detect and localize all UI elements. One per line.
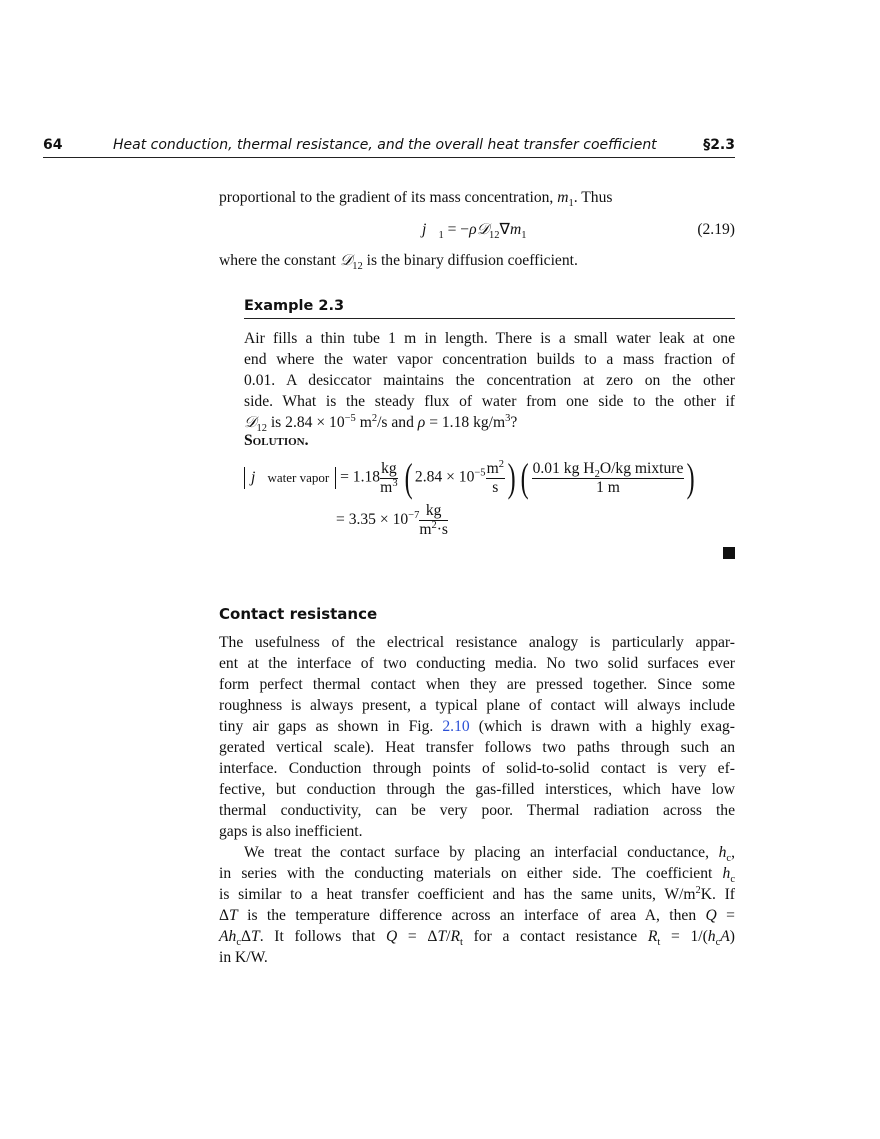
text-segment: tiny air gaps as shown in Fig. (219, 718, 443, 735)
text-segment: gaps is also inefficient. (219, 823, 363, 840)
example-line (244, 391, 735, 412)
text-segment: form perfect thermal contact when they are pressed together. Since some (219, 676, 735, 693)
text-segment: ρ𝒟 (469, 221, 490, 238)
figure-link[interactable]: 2.10 (442, 718, 470, 735)
text-segment: −5 (344, 412, 356, 424)
text-segment: for a contact resistance (462, 928, 648, 945)
paragraph-line (219, 947, 735, 968)
text-segment: is similar to a heat transfer coefficient and has the same units, W/m (219, 886, 696, 903)
example-line (244, 412, 735, 433)
example-line (244, 328, 735, 349)
text-segment: in K/W. (219, 949, 268, 966)
text-segment: Ah (219, 928, 237, 945)
end-of-example-mark (723, 547, 735, 559)
text-segment: 𝒟 (244, 414, 257, 431)
text-segment: Δ (219, 907, 230, 924)
text-segment: ρ (417, 414, 426, 431)
numerator: kg (419, 502, 448, 521)
text-segment: 1 (438, 230, 444, 242)
paragraph-line (219, 863, 735, 884)
text-segment: proportional to the gradient of its mass concentration, (219, 189, 558, 206)
text-segment: 3 (505, 412, 511, 424)
text-segment: thermal conductivity, can be very poor. Thermal radiation across the (219, 802, 735, 819)
text-segment: . It follows that (259, 928, 386, 945)
text-segment: ) (729, 928, 735, 945)
text-segment: j⃗ (422, 221, 439, 238)
text-segment: 12 (489, 230, 500, 242)
text-segment: 0.01. A desiccator maintains the concentration at zero on the other (244, 372, 735, 389)
equation-number: (2.19) (697, 221, 735, 238)
text-segment: , (731, 844, 735, 861)
text-segment: T (251, 928, 260, 945)
text-segment: c (730, 874, 735, 886)
paragraph-line (219, 716, 735, 737)
example-title: Example 2.3 (244, 298, 735, 319)
example-line (244, 349, 735, 370)
text-segment: 𝒟 (339, 252, 353, 269)
text-segment: ∇ (499, 221, 510, 238)
text-segment: h (718, 844, 727, 861)
text-segment: = 1/( (660, 928, 708, 945)
text-segment: ? (510, 414, 518, 431)
denominator (419, 521, 448, 539)
text-segment: T (229, 907, 238, 924)
fraction (419, 502, 448, 539)
denominator: 1 m (596, 478, 620, 496)
exponent: −5 (474, 467, 486, 479)
unit: ·s (436, 521, 448, 538)
text-segment: side. What is the steady flux of water from one side to the other if (244, 393, 735, 410)
text-segment: Q (386, 928, 398, 945)
paragraph-line (219, 758, 735, 779)
text-segment: R (450, 928, 460, 945)
paragraph-line (219, 653, 735, 674)
chapter-title: Heat conduction, thermal resistance, and the overall heat transfer coefficient (113, 137, 657, 153)
solution-equation-line-2 (336, 502, 448, 539)
intro-line (219, 250, 735, 271)
paragraph-line (219, 779, 735, 800)
denominator: s (492, 478, 499, 496)
paragraph-line (219, 821, 735, 842)
text-segment: is 2.84 × 10 (266, 414, 345, 431)
text-segment: K. If (700, 886, 735, 903)
text-segment: / (446, 928, 451, 945)
density-value: = 1.18 (340, 468, 381, 486)
text-segment: is the temperature difference across an interface of area A, then (237, 907, 706, 924)
text-segment: = 1.18 kg/m (425, 414, 506, 431)
text-segment: Δ (241, 928, 252, 945)
text-segment: A (720, 928, 730, 945)
paragraph-line (244, 842, 735, 863)
text-segment: end where the water vapor concentration builds to a mass fraction of (244, 351, 735, 368)
section-heading: Contact resistance (219, 605, 378, 623)
text-segment: 1 (521, 230, 527, 242)
unit: m (419, 521, 432, 538)
numerator-text: O/kg mixture (599, 459, 684, 477)
fraction (380, 460, 398, 497)
solution-equation-line-1: j⃗water vapor = 1.18 $\frac{kg}{m^3}$ ( $2.84 \times 10^{-5}$ $\frac{m^2}{s}$ ) ( $\frac{0.01 kg H_2O/kg mixture}{1 m}$ ) (244, 458, 698, 498)
fraction (532, 460, 685, 497)
paragraph-line (219, 884, 735, 905)
text-segment: We treat the contact surface by placing an interfacial conductance, (244, 844, 719, 861)
running-header (43, 137, 735, 158)
example-line (244, 370, 735, 391)
exponent: 2 (498, 458, 504, 470)
text-segment: roughness is always present, a typical plane of contact will always include (219, 697, 735, 714)
paragraph-line (219, 905, 735, 926)
unit: m (380, 478, 393, 496)
text-segment: T (437, 928, 447, 945)
text-segment: (which is drawn with a highly exag- (469, 718, 736, 735)
exponent: 2 (431, 519, 437, 531)
text-segment: in series with the conducting materials on either side. The coefficient (219, 865, 723, 882)
equation-2-19 (219, 219, 735, 240)
intro-line (219, 187, 735, 208)
denominator (380, 479, 398, 497)
paragraph-line (219, 632, 735, 653)
text-segment: = − (443, 221, 470, 238)
text-segment: 1 (568, 198, 574, 210)
text-segment: Air fills a thin tube 1 m in length. There is a small water leak at one (244, 330, 735, 347)
text-segment: gerated vertical scale). Heat transfer follows two paths through such an (219, 739, 735, 756)
text-segment: m (355, 414, 372, 431)
text-segment: = (716, 907, 735, 924)
paragraph-line (219, 695, 735, 716)
text-segment: 2 (695, 884, 701, 896)
text-segment: The usefulness of the electrical resistance analogy is particularly appar- (219, 634, 735, 651)
text-segment: h (707, 928, 716, 945)
text-segment: Q (705, 907, 717, 924)
paragraph-line (219, 674, 735, 695)
numerator (532, 460, 685, 479)
text-segment: . Thus (573, 189, 613, 206)
flux-symbol: j⃗ (251, 469, 268, 486)
text-segment: m (509, 221, 522, 238)
exponent: −7 (408, 509, 420, 521)
text-segment: 12 (256, 423, 267, 435)
section-number: §2.3 (703, 137, 735, 153)
diffusivity-value: 2.84 × 10 (414, 468, 475, 486)
solution-label: Solution. (244, 432, 309, 449)
text-segment: c (726, 853, 732, 865)
unit: m (486, 459, 499, 477)
text-segment: c (236, 937, 241, 949)
text-segment: interface. Conduction through points of solid-to-solid contact is very ef- (219, 760, 735, 777)
text-segment: 12 (352, 261, 363, 273)
numerator (486, 460, 505, 479)
numerator-text: 0.01 kg H (532, 459, 595, 477)
text-segment: t (657, 937, 661, 949)
result-value: = 3.35 × 10 (336, 511, 409, 529)
exponent: 3 (392, 477, 398, 489)
equation-body (422, 219, 527, 240)
text-segment: R (647, 928, 658, 945)
text-segment: fective, but conduction through the gas-filled interstices, which have low (219, 781, 735, 798)
paragraph-line (219, 926, 735, 947)
text-segment: h (722, 865, 731, 882)
page-number: 64 (43, 137, 63, 153)
text-segment: ent at the interface of two conducting media. No two solid surfaces ever (219, 655, 735, 672)
paragraph-line (219, 800, 735, 821)
text-segment: is the binary diffusion coefficient. (362, 252, 578, 269)
paragraph-line (219, 737, 735, 758)
text-segment: c (715, 937, 721, 949)
numerator: kg (381, 459, 397, 477)
text-segment: = Δ (397, 928, 438, 945)
text-segment: 2 (371, 412, 378, 424)
fraction (486, 460, 505, 497)
subscript: 2 (594, 468, 600, 480)
text-segment: m (557, 189, 569, 206)
text-segment: /s and (377, 414, 418, 431)
text-segment: where the constant (219, 252, 340, 269)
text-segment: t (460, 937, 463, 949)
flux-subscript: water vapor (267, 470, 330, 485)
